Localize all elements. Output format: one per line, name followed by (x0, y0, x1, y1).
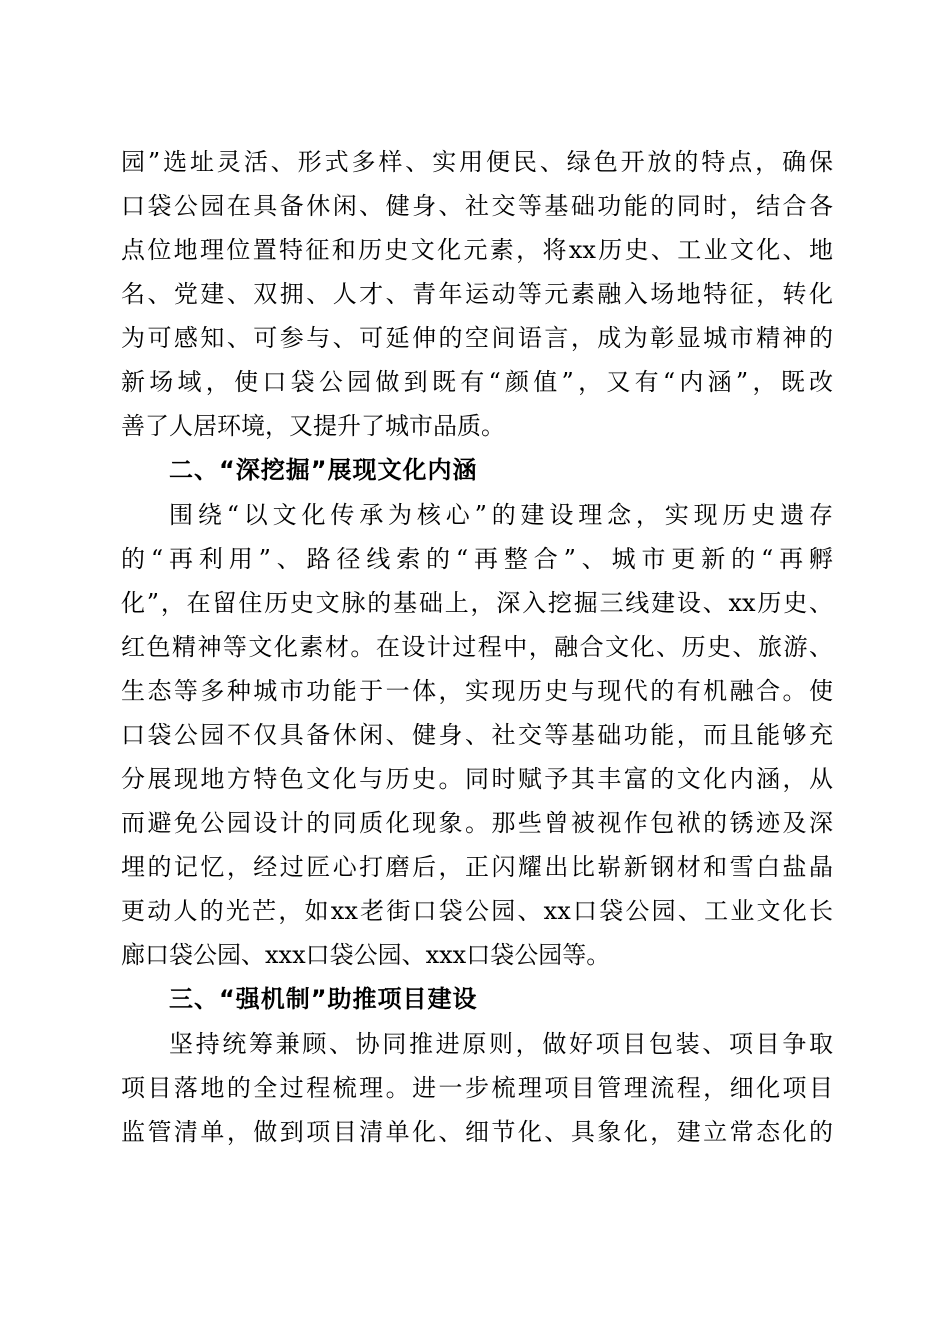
paragraph-line: 生态等多种城市功能于一体，实现历史与现代的有机融合。使 (121, 677, 833, 705)
paragraph-line: 红色精神等文化素材。在设计过程中，融合文化、历史、旅游、 (121, 633, 833, 661)
paragraph-line: 口袋公园在具备休闲、健身、社交等基础功能的同时，结合各 (121, 192, 833, 220)
paragraph-line: 化”，在留住历史文脉的基础上，深入挖掘三线建设、xx历史、 (121, 589, 833, 617)
section-heading: 二、“深挖掘”展现文化内涵 (169, 456, 478, 484)
paragraph-line: 廊口袋公园、xxx口袋公园、xxx口袋公园等。 (121, 941, 611, 969)
paragraph-line: 善了人居环境，又提升了城市品质。 (121, 412, 505, 440)
paragraph-line: 名、党建、双拥、人才、青年运动等元素融入场地特征，转化 (121, 280, 833, 308)
paragraph-line: 而避免公园设计的同质化现象。那些曾被视作包袱的锈迹及深 (121, 809, 833, 837)
paragraph-line: 项目落地的全过程梳理。进一步梳理项目管理流程，细化项目 (121, 1074, 833, 1102)
paragraph-line: 点位地理位置特征和历史文化元素，将xx历史、工业文化、地 (121, 236, 833, 264)
paragraph-line: 口袋公园不仅具备休闲、健身、社交等基础功能，而且能够充 (121, 721, 833, 749)
paragraph-line: 为可感知、可参与、可延伸的空间语言，成为彰显城市精神的 (121, 324, 833, 352)
paragraph-line: 埋的记忆，经过匠心打磨后，正闪耀出比崭新钢材和雪白盐晶 (121, 853, 833, 881)
paragraph-line: 坚持统筹兼顾、协同推进原则，做好项目包装、项目争取 (169, 1030, 833, 1058)
paragraph-line: 的“再利用”、路径线索的“再整合”、城市更新的“再孵 (121, 545, 833, 573)
paragraph-line: 分展现地方特色文化与历史。同时赋予其丰富的文化内涵，从 (121, 765, 833, 793)
section-heading: 三、“强机制”助推项目建设 (169, 985, 478, 1013)
paragraph-line: 园”选址灵活、形式多样、实用便民、绿色开放的特点，确保 (121, 148, 833, 176)
paragraph-line: 围绕“以文化传承为核心”的建设理念，实现历史遗存 (169, 501, 833, 529)
paragraph-line: 新场域，使口袋公园做到既有“颜值”，又有“内涵”，既改 (121, 368, 833, 396)
paragraph-line: 监管清单，做到项目清单化、细节化、具象化，建立常态化的 (121, 1118, 833, 1146)
paragraph-line: 更动人的光芒，如xx老街口袋公园、xx口袋公园、工业文化长 (121, 897, 833, 925)
